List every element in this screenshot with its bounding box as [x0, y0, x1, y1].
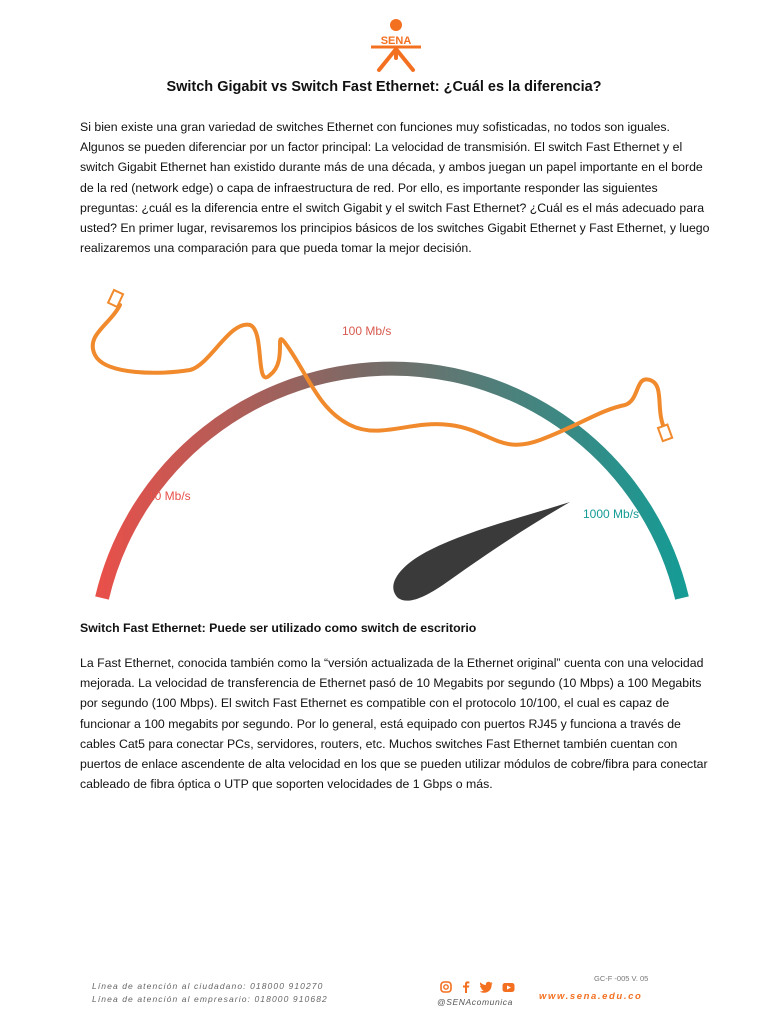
- footer-business-line: Línea de atención al empresario: 018000 910682: [92, 994, 328, 1004]
- gauge-arc: [102, 369, 682, 598]
- website-link[interactable]: www.sena.edu.co: [539, 991, 643, 1002]
- facebook-icon[interactable]: [461, 980, 471, 998]
- social-handle[interactable]: @SENAcomunica: [437, 997, 513, 1007]
- section-heading: Switch Fast Ethernet: Puede ser utilizado como switch de escritorio: [80, 621, 477, 635]
- speedometer-figure: [80, 280, 720, 610]
- sena-logo: [365, 18, 427, 76]
- page-title: Switch Gigabit vs Switch Fast Ethernet: ¿Cuál es la diferencia?: [166, 79, 602, 95]
- instagram-icon[interactable]: [440, 980, 452, 998]
- twitter-icon[interactable]: [480, 980, 493, 998]
- document-code: GC-F -005 V. 05: [594, 974, 649, 983]
- youtube-icon[interactable]: [502, 980, 515, 998]
- social-icons: [440, 980, 515, 998]
- gauge-needle: [393, 502, 570, 601]
- label-1000mbps: 1000 Mb/s: [583, 507, 640, 521]
- rj45-plug-right: [658, 425, 672, 442]
- footer-citizen-line: Línea de atención al ciudadano: 018000 910270: [92, 981, 324, 991]
- intro-paragraph: Si bien existe una gran variedad de switches Ethernet con funciones muy sofisticadas, no todos son iguales. Algunos se pueden diferenciar por un factor principal: La velocidad de transmisión. El switch Fast Ethernet y el switch Gigabit Ethernet han existido durante más de una década, y ambos juegan un papel importante en el borde de la red (network edge) o capa de infraestructura de red. Por ello, es importante responder las siguientes preguntas: ¿cuál es la diferencia entre el switch Gigabit y el switch Fast Ethernet? ¿Cuál es el más adecuado para usted? En primer lugar, revisaremos los principios básicos de los switches Gigabit Ethernet y Fast Ethernet, y luego realizaremos una comparación para que pueda tomar la mejor decisión.: [80, 120, 710, 256]
- label-10mbps: 10 Mb/s: [148, 489, 191, 503]
- logo-text: SENA: [380, 35, 412, 47]
- section-body: La Fast Ethernet, conocida también como la “versión actualizada de la Ethernet original” cuenta con una velocidad mejorada. La velocidad de transferencia de Ethernet pasó de 10 Megabits por segundo (10 Mbps) a 100 Megabits por segundo (100 Mbps). El switch Fast Ethernet es compatible con el protocolo 10/100, el cual es capaz de funcionar a 100 megabits por segundo. Por lo general, está equipado con puertos RJ45 y funciona a través de cables Cat5 para conectar PCs, servidores, routers, etc. Muchos switches Fast Ethernet también cuentan con puertos de enlace ascendente de alta velocidad en los que se pueden utilizar módulos de cobre/fibra para conectar cableado de fibra óptica o UTP que soporten velocidades de 1 Gbps o más.: [80, 656, 708, 792]
- label-100mbps: 100 Mb/s: [342, 324, 392, 338]
